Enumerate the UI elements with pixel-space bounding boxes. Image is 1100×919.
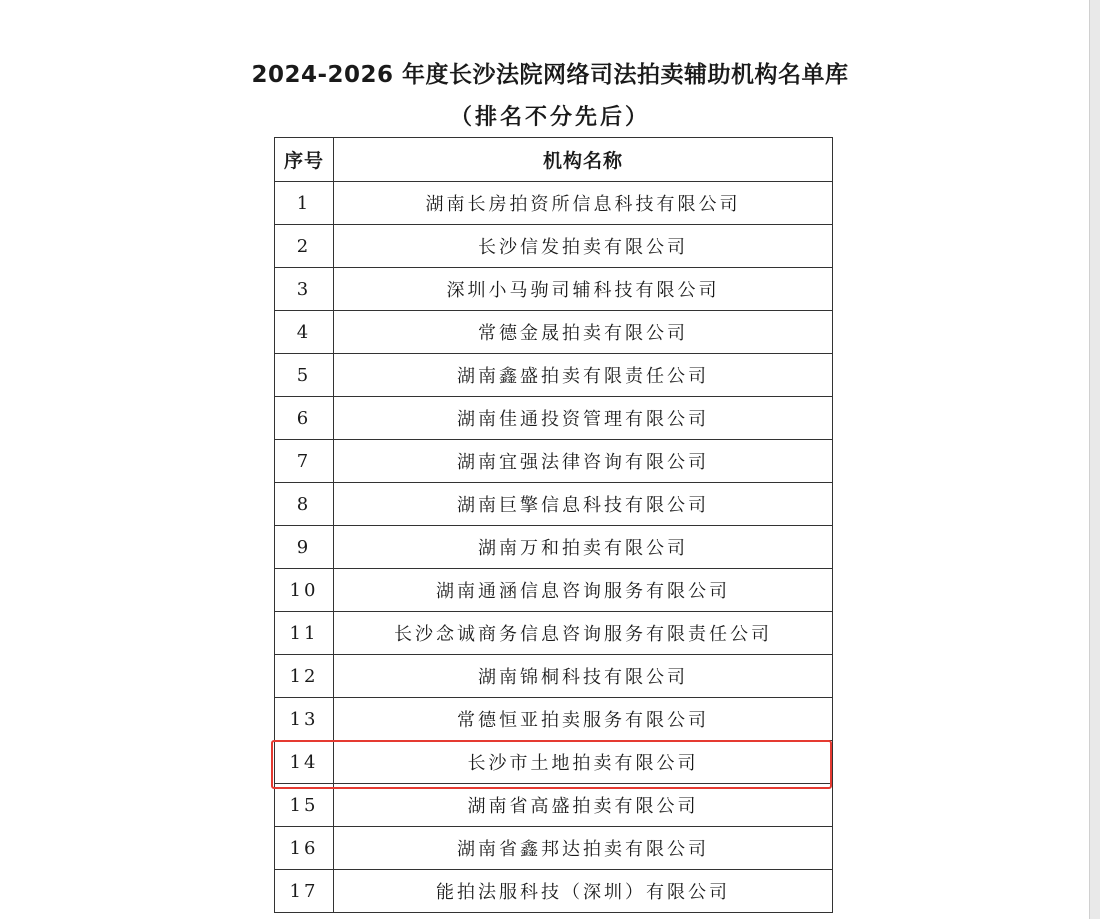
row-name: 湖南宜强法律咨询有限公司	[334, 440, 833, 483]
row-index: 13	[275, 698, 334, 741]
table-row	[275, 483, 833, 526]
row-index: 17	[275, 870, 334, 913]
row-name: 湖南鑫盛拍卖有限责任公司	[334, 354, 833, 397]
table-row	[275, 268, 833, 311]
row-index: 9	[275, 526, 334, 569]
table-row	[275, 784, 833, 827]
row-index: 15	[275, 784, 334, 827]
table-row	[275, 354, 833, 397]
row-index: 6	[275, 397, 334, 440]
row-name: 湖南长房拍资所信息科技有限公司	[334, 182, 833, 225]
row-name: 能拍法服科技（深圳）有限公司	[334, 870, 833, 913]
document-title: 2024-2026 年度长沙法院网络司法拍卖辅助机构名单库	[251, 62, 849, 88]
row-index: 16	[275, 827, 334, 870]
row-index: 12	[275, 655, 334, 698]
table-row	[275, 311, 833, 354]
row-name: 湖南万和拍卖有限公司	[334, 526, 833, 569]
row-name: 湖南锦桐科技有限公司	[334, 655, 833, 698]
row-name: 常德恒亚拍卖服务有限公司	[334, 698, 833, 741]
row-index: 2	[275, 225, 334, 268]
table-row	[275, 182, 833, 225]
row-name: 常德金晟拍卖有限公司	[334, 311, 833, 354]
row-name: 长沙市土地拍卖有限公司	[334, 741, 833, 784]
row-index: 11	[275, 612, 334, 655]
table-row	[275, 698, 833, 741]
row-index: 10	[275, 569, 334, 612]
highlight-box	[271, 740, 832, 789]
table-row	[275, 870, 833, 913]
row-name: 湖南省高盛拍卖有限公司	[334, 784, 833, 827]
row-name: 湖南巨擎信息科技有限公司	[334, 483, 833, 526]
row-index: 14	[275, 741, 334, 784]
table-row	[275, 526, 833, 569]
row-name: 湖南省鑫邦达拍卖有限公司	[334, 827, 833, 870]
table-row	[275, 612, 833, 655]
page-edge-strip	[1089, 0, 1100, 919]
row-index: 1	[275, 182, 334, 225]
table-row	[275, 225, 833, 268]
row-index: 8	[275, 483, 334, 526]
table-row	[275, 655, 833, 698]
row-index: 4	[275, 311, 334, 354]
row-index: 5	[275, 354, 334, 397]
table-row	[275, 827, 833, 870]
row-name: 湖南佳通投资管理有限公司	[334, 397, 833, 440]
table-row	[275, 440, 833, 483]
row-index: 3	[275, 268, 334, 311]
document-subtitle: （排名不分先后）	[449, 105, 650, 130]
row-name: 长沙信发拍卖有限公司	[334, 225, 833, 268]
row-name: 长沙念诚商务信息咨询服务有限责任公司	[334, 612, 833, 655]
row-name: 湖南通涵信息咨询服务有限公司	[334, 569, 833, 612]
header-name: 机构名称	[334, 138, 833, 182]
table-row	[275, 397, 833, 440]
table-row	[275, 569, 833, 612]
row-name: 深圳小马驹司辅科技有限公司	[334, 268, 833, 311]
header-index: 序号	[275, 138, 334, 182]
row-index: 7	[275, 440, 334, 483]
institution-table	[274, 137, 833, 913]
table-header-row	[275, 138, 833, 182]
